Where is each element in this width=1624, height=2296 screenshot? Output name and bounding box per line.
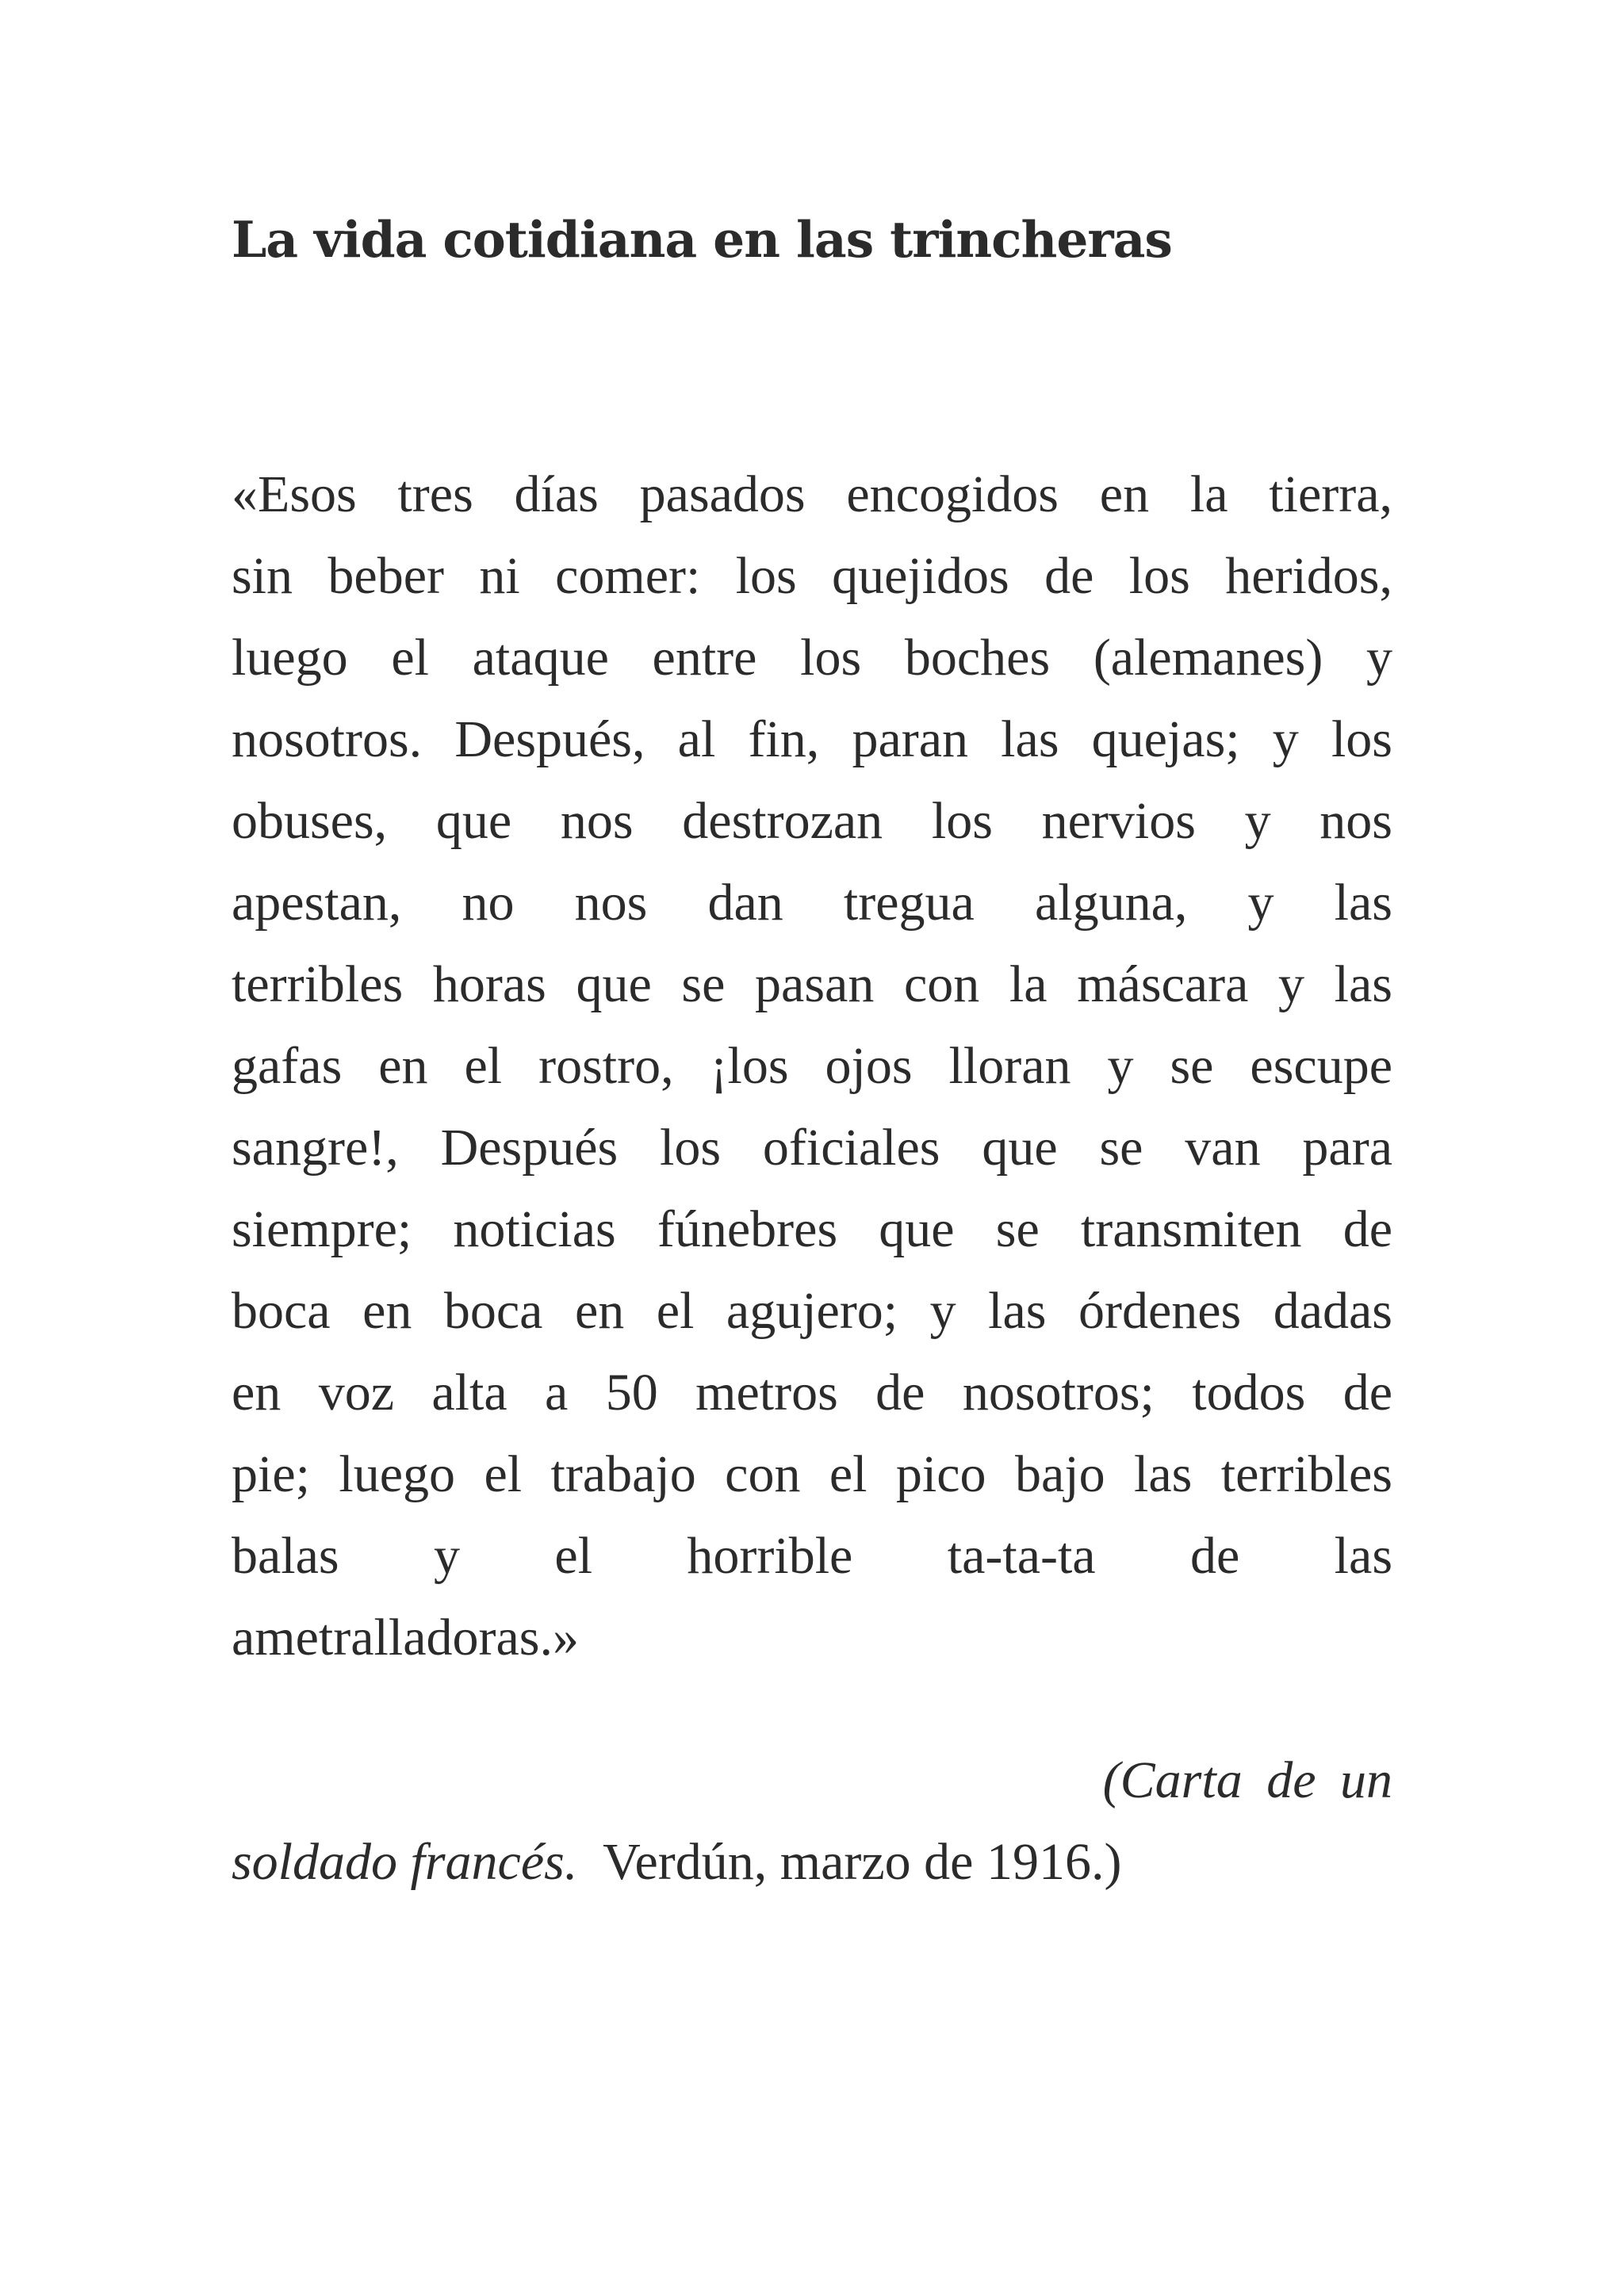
quote-line: en voz alta a 50 metros de nosotros; todos de: [232, 1364, 1392, 1422]
quote-line: luego el ataque entre los boches (alemanes) y: [232, 629, 1392, 687]
citation-source: soldado francés.: [232, 1833, 578, 1891]
quote-line: balas y el horrible ta-ta-ta de las: [232, 1527, 1392, 1585]
citation-place-date: Verdún, marzo de 1916.): [577, 1833, 1122, 1891]
quote-line: apestan, no nos dan tregua alguna, y las: [232, 874, 1392, 932]
quote-line: ametralladoras.»: [232, 1609, 579, 1667]
quote-line: terribles horas que se pasan con la máscara y las: [232, 955, 1392, 1013]
quote-line: gafas en el rostro, ¡los ojos lloran y se escupe: [232, 1037, 1392, 1095]
quote-line: sangre!, Después los oficiales que se van para: [232, 1119, 1392, 1177]
quote-line: siempre; noticias fúnebres que se transmiten de: [232, 1200, 1392, 1258]
quote-line: «Esos tres días pasados encogidos en la tierra,: [232, 465, 1392, 523]
quote-line: nosotros. Después, al fin, paran las quejas; y los: [232, 710, 1392, 768]
citation: [232, 1739, 1392, 1903]
citation-line-2: [232, 1821, 1392, 1903]
quote-line: obuses, que nos destrozan los nervios y nos: [232, 792, 1392, 850]
citation-line-1: (Carta de un: [1102, 1751, 1392, 1809]
quote-block: [232, 453, 1392, 1678]
quote-line: sin beber ni comer: los quejidos de los heridos,: [232, 547, 1392, 605]
quote-line: boca en boca en el agujero; y las órdenes dadas: [232, 1282, 1392, 1340]
quote-line: pie; luego el trabajo con el pico bajo las terribles: [232, 1445, 1392, 1503]
page-title: La vida cotidiana en las trincheras: [232, 210, 1172, 269]
